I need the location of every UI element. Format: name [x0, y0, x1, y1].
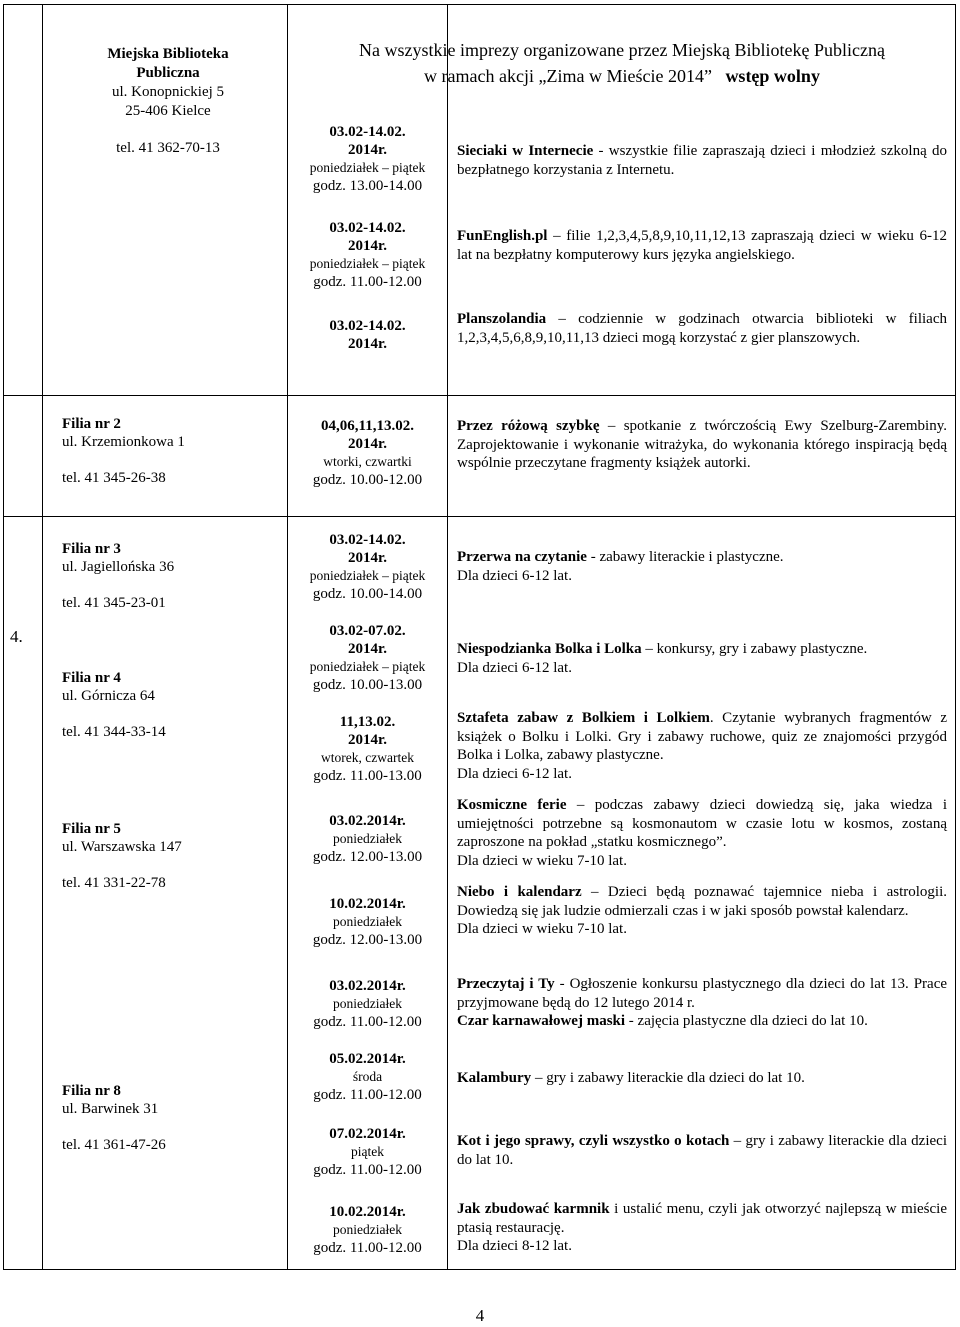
date-entry: 10.02.2014r. poniedziałek godz. 11.00-12.00 [313, 1204, 422, 1256]
branch-address: ul. Krzemionkowa 1 [62, 434, 185, 450]
date-entry: 10.02.2014r. poniedziałek godz. 12.00-13.00 [312, 896, 423, 948]
event-description: Jak zbudować karmnik i ustalić menu, czyli jak otworzyć najlepszą w mieście ptasią restaurację. Dla dzieci 8-12 lat. [457, 1201, 947, 1254]
event-description: Sieciaki w Internecie - wszystkie filie zapraszają dzieci i młodzież szkolną do bezpłatnego korzystania z Internetu. [457, 143, 947, 178]
event-description: Przez różową szybkę – spotkanie z twórczością Ewy Szelburg-Zarembiny. Zaprojektowanie i wykonanie witrażyka, do wykonania którego inspiracją będą wspólnie przeczytane fragmenty książek autorki. [457, 418, 947, 471]
date-entry: 03.02-14.02. 2014r. poniedziałek – piątek godz. 11.00-12.00 [309, 220, 426, 290]
column-divider [447, 4, 448, 1270]
branch-phone: tel. 41 345-26-38 [62, 470, 166, 486]
row-number: 4. [10, 627, 23, 646]
column-divider [42, 4, 43, 1270]
event-description: Niebo i kalendarz – Dzieci będą poznawać tajemnice nieba i astrologii. Dowiedzą się jak ludzie odmierzali czas i w jaki sposób powstał kalendarz. Dla dzieci w wieku 7-10 lat. [457, 884, 948, 937]
event-description: Kot i jego sprawy, czyli wszystko o kotach – gry i zabawy literackie dla dzieci do lat 10. [457, 1133, 947, 1168]
date-entry: 03.02-14.02. 2014r. poniedziałek – piątek godz. 10.00-14.00 [309, 532, 426, 602]
date-entry: 07.02.2014r. piątek godz. 11.00-12.00 [313, 1126, 422, 1178]
date-entry: 03.02-14.02. 2014r. [329, 318, 406, 352]
event-description: Sztafeta zabaw z Bolkiem i Lolkiem. Czytanie wybranych fragmentów z książek o Bolku i Lolki. Gry i zabawy ruchowe, quiz ze znajomości przygód Bolka i Lolka, zabawy plastyczne. Dla dzieci 6-12 lat. [457, 710, 947, 782]
event-description: Niespodzianka Bolka i Lolka – konkursy, gry i zabawy plastyczne. Dla dzieci 6-12 lat. [457, 641, 868, 676]
branch-info: Filia nr 5 ul. Warszawska 147 tel. 41 331-22-78 [62, 821, 182, 891]
header-line-2: w ramach akcji „Zima w Mieście 2014” wstęp wolny [424, 66, 820, 86]
event-description: FunEnglish.pl – filie 1,2,3,4,5,8,9,10,11,12,13 zapraszają dzieci w wieku 6-12 lat na bezpłatny komputerowy kurs języka angielskiego. [457, 228, 947, 263]
date-entry: 05.02.2014r. środa godz. 11.00-12.00 [313, 1051, 422, 1103]
event-description: Kosmiczne ferie – podczas zabawy dzieci dowiedzą się, jaka wiedza i umiejętności potrzebne są kosmonautom w czasie lotu w kosmos, zostaną zaproszone na pokład „statku kosmicznego”. Dla dzieci w wieku 7-10 lat. [457, 797, 947, 869]
row-divider [3, 516, 956, 517]
date-entry: 03.02-07.02. 2014r. poniedziałek – piątek godz. 10.00-13.00 [309, 623, 426, 693]
event-description: Przerwa na czytanie - zabawy literackie i plastyczne. Dla dzieci 6-12 lat. [457, 549, 784, 584]
branch-info: Filia nr 8 ul. Barwinek 31 tel. 41 361-47-26 [62, 1083, 166, 1153]
page-header [288, 37, 956, 89]
branch-name: Filia nr 2 [62, 416, 121, 432]
branch-info: Filia nr 4 ul. Górnicza 64 tel. 41 344-33-14 [62, 670, 166, 740]
main-library-info [88, 45, 248, 158]
library-name-2: Publiczna [136, 65, 200, 81]
library-postal: 25-406 Kielce [125, 103, 211, 119]
row-divider [3, 395, 956, 396]
header-line-1: Na wszystkie imprezy organizowane przez Miejską Bibliotekę Publiczną [359, 40, 885, 60]
date-entry: 03.02.2014r. poniedziałek godz. 11.00-12.00 [313, 978, 422, 1030]
event-description: Przeczytaj i Ty - Ogłoszenie konkursu plastycznego dla dzieci do lat 13. Prace przyjmowane będą do 12 lutego 2014 r. Czar karnawałowej maski - zajęcia plastyczne dla dzieci do lat 10. [457, 976, 948, 1029]
library-phone: tel. 41 362-70-13 [116, 140, 220, 156]
library-name: Miejska Biblioteka [107, 46, 229, 62]
branch-info [62, 415, 282, 487]
library-address: ul. Konopnickiej 5 [111, 84, 225, 100]
date-entry: 03.02.2014r. poniedziałek godz. 12.00-13.00 [312, 813, 423, 865]
branch-info: Filia nr 3 ul. Jagiellońska 36 tel. 41 345-23-01 [62, 541, 175, 611]
page-number: 4 [475, 1306, 485, 1325]
date-entry: 04,06,11,13.02. 2014r. wtorki, czwartki godz. 10.00-12.00 [312, 418, 423, 488]
date-entry: 03.02-14.02. 2014r. poniedziałek – piątek godz. 13.00-14.00 [309, 124, 426, 194]
event-description: Planszolandia – codziennie w godzinach otwarcia biblioteki w filiach 1,2,3,4,5,6,8,9,10,11,13 dzieci mogą korzystać z gier planszowych. [457, 311, 947, 346]
date-entry: 11,13.02. 2014r. wtorek, czwartek godz. 11.00-13.00 [313, 714, 422, 784]
event-description: Kalambury – gry i zabawy literackie dla dzieci do lat 10. [457, 1070, 805, 1086]
